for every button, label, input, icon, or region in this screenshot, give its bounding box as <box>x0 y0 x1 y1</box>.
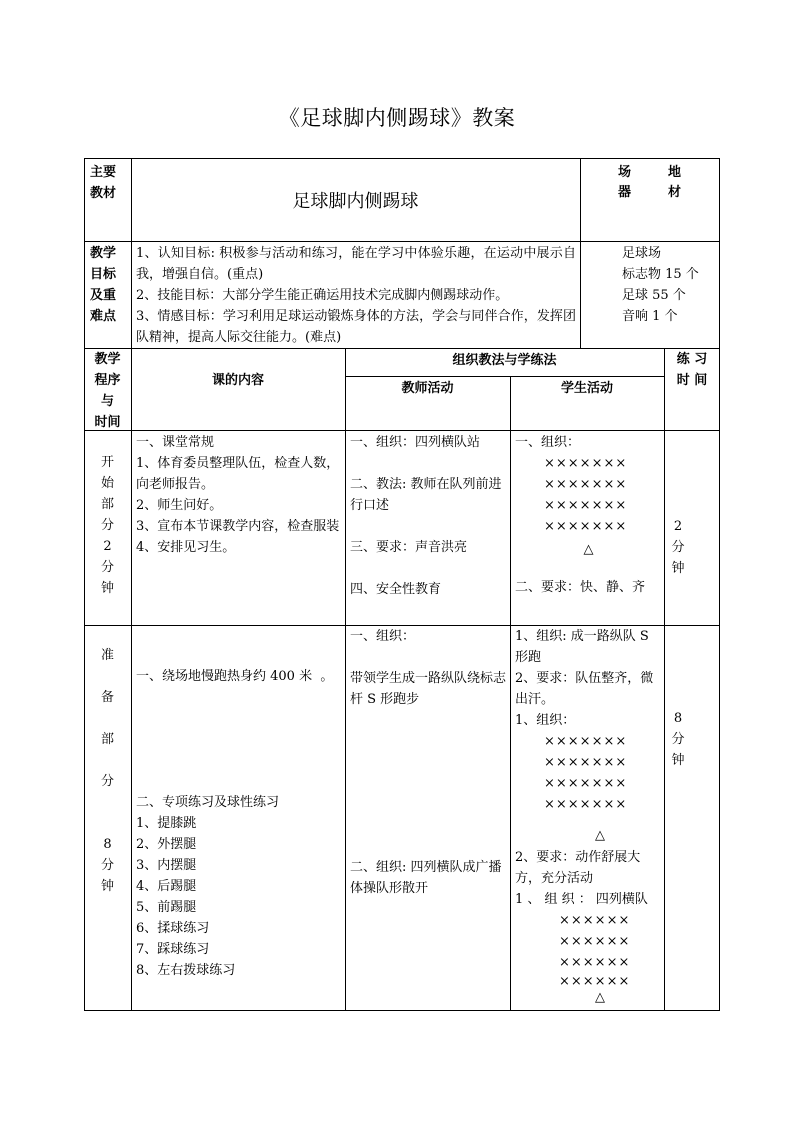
label-char: 分 <box>100 858 114 873</box>
formation-row: ××××××× <box>544 456 628 471</box>
header-subdivider <box>345 376 664 377</box>
column-divider <box>510 376 511 1011</box>
content-line: 7、踩球练习 <box>136 942 210 957</box>
time-char: 钟 <box>671 561 685 576</box>
equipment-item: 音响 1 个 <box>622 309 678 324</box>
label-line: 主要 <box>90 165 117 180</box>
student-line: 2、要求：队伍整齐，微出汗。 <box>515 671 654 707</box>
content-line: 二、专项练习及球性练习 <box>136 795 280 810</box>
label-char: 地 <box>668 165 682 180</box>
row-divider <box>84 348 720 349</box>
teacher-position-mark: △ <box>595 828 605 843</box>
label-char: 分 <box>100 774 114 789</box>
content-line: 6、揉球练习 <box>136 921 210 936</box>
column-divider <box>580 158 581 348</box>
student-line: 1 、 组 织 ： 四列横队 <box>515 892 648 907</box>
goal-item: 2、技能目标：大部分学生能正确运用技术完成脚内侧踢球动作。 <box>136 288 509 303</box>
formation-row: ×××××× <box>559 955 631 970</box>
content-line: 3、宣布本节课教学内容，检查服装 <box>136 519 340 534</box>
prep-teacher-activity <box>350 626 506 899</box>
equipment-item: 标志物 15 个 <box>622 267 699 282</box>
start-time <box>664 516 692 579</box>
student-line: 一、组织： <box>515 435 581 450</box>
teacher-line: 一、组织：四列横队站 <box>350 435 481 450</box>
label-char: 分 <box>100 560 114 575</box>
methods-header: 组织教法与学练法 <box>452 353 557 368</box>
equipment-item: 足球场 <box>622 246 662 261</box>
start-student-activity <box>515 432 662 598</box>
time-char: 钟 <box>671 753 685 768</box>
page-title: 《足球脚内侧踢球》教案 <box>278 106 516 130</box>
procedure-header <box>84 349 131 433</box>
column-divider <box>345 348 346 1011</box>
label-line: 教学 <box>90 246 117 261</box>
teaching-goals <box>136 243 576 348</box>
teacher-line: 带领学生成一路纵队绕标志杆 S 形跑步 <box>350 671 507 707</box>
teacher-line: 三、要求：声音洪亮 <box>350 540 468 555</box>
main-material-label <box>90 162 128 204</box>
content-line: 5、前踢腿 <box>136 900 197 915</box>
formation-row: ××××××× <box>544 498 628 513</box>
content-line: 2、师生问好。 <box>136 498 223 513</box>
content-line: 2、外摆腿 <box>136 837 197 852</box>
content-line: 3、内摆腿 <box>136 858 197 873</box>
formation-row: ××××××× <box>544 519 628 534</box>
label-char: 2 <box>103 539 112 554</box>
student-line: 1、组织： <box>515 713 576 728</box>
time-char: 8 <box>673 711 683 726</box>
label-line: 教材 <box>90 186 117 201</box>
teacher-position-mark: △ <box>583 542 594 557</box>
row-divider <box>84 241 720 242</box>
formation-row: ××××××× <box>544 797 628 812</box>
header-line: 练 习 <box>676 352 708 367</box>
content-header: 课的内容 <box>211 373 264 388</box>
start-section-label <box>84 452 131 599</box>
teacher-activity-header: 教师活动 <box>401 381 454 396</box>
formation-row: ×××××× <box>559 913 631 928</box>
start-content <box>136 432 341 558</box>
column-divider <box>131 158 132 1011</box>
content-line: 1、体育委员整理队伍，检查人数，向老师报告。 <box>136 456 340 492</box>
equipment-list <box>622 243 718 327</box>
prep-section-label <box>84 645 131 897</box>
label-char: 钟 <box>100 879 114 894</box>
teacher-line: 一、组织： <box>350 629 416 644</box>
content-line: 4、安排见习生。 <box>136 540 236 555</box>
label-line: 目标 <box>90 267 117 282</box>
teacher-line: 四、安全性教育 <box>350 582 442 597</box>
equipment-item: 足球 55 个 <box>622 288 686 303</box>
label-char: 8 <box>103 837 112 852</box>
time-header <box>664 349 720 391</box>
header-line: 程序 <box>94 373 121 388</box>
formation-row: ×××××× <box>559 974 631 989</box>
goal-item: 3、情感目标：学习利用足球运动锻炼身体的方法，学会与同伴合作，发挥团队精神，提高人际交往能力。(难点) <box>136 309 576 345</box>
time-char: 分 <box>671 732 685 747</box>
content-line: 一、课堂常规 <box>136 435 215 450</box>
prep-time <box>664 708 692 771</box>
column-divider <box>664 348 665 1011</box>
content-line: 8、左右拨球练习 <box>136 963 236 978</box>
main-material: 足球脚内侧踢球 <box>292 191 419 212</box>
label-char: 始 <box>100 476 114 491</box>
formation-row: ×××××× <box>559 934 631 949</box>
formation-row: ××××××× <box>544 776 628 791</box>
student-line: 二、要求：快、静、齐 <box>515 580 646 595</box>
label-char: 准 <box>100 648 114 663</box>
time-char: 分 <box>671 540 685 555</box>
teacher-line: 二、组织: 四列横队成广播体操队形散开 <box>350 860 502 896</box>
label-char: 部 <box>100 497 114 512</box>
goal-item: 1、认知目标: 积极参与活动和练习，能在学习中体验乐趣，在运动中展示自我，增强自信。(重点) <box>136 246 576 282</box>
header-line: 与 <box>100 394 114 409</box>
label-char: 分 <box>100 518 114 533</box>
formation-row: ××××××× <box>544 734 628 749</box>
label-char: 场 <box>618 165 632 180</box>
student-activity-header: 学生活动 <box>560 381 613 396</box>
label-char: 部 <box>100 732 114 747</box>
header-line: 教学 <box>94 352 121 367</box>
content-line: 1、提膝跳 <box>136 816 197 831</box>
label-char: 器 <box>618 185 632 200</box>
label-line: 难点 <box>90 309 117 324</box>
student-line: 1、组织: 成一路纵队 S 形跑 <box>515 629 649 665</box>
teacher-line: 二、教法: 教师在队列前进行口述 <box>350 477 502 513</box>
header-line: 时间 <box>94 415 121 430</box>
header-line: 时 间 <box>676 373 708 388</box>
formation-row: ××××××× <box>544 477 628 492</box>
goals-label <box>90 243 128 327</box>
content-line: 4、后踢腿 <box>136 879 197 894</box>
start-teacher-activity <box>350 432 506 600</box>
time-char: 2 <box>673 519 683 534</box>
student-line: 2、要求：动作舒展大方，充分活动 <box>515 850 641 886</box>
prep-student-activity <box>515 626 661 1005</box>
formation-row: ××××××× <box>544 755 628 770</box>
content-line: 一、绕场地慢跑热身约 400 米 。 <box>136 669 334 684</box>
label-line: 及重 <box>90 288 117 303</box>
label-char: 材 <box>668 185 682 200</box>
prep-content <box>136 666 343 981</box>
label-char: 开 <box>100 455 114 470</box>
label-char: 备 <box>100 690 114 705</box>
prep-content-list <box>136 792 343 981</box>
teacher-position-mark: △ <box>595 990 605 1005</box>
label-char: 钟 <box>100 581 114 596</box>
row-divider <box>84 430 720 431</box>
